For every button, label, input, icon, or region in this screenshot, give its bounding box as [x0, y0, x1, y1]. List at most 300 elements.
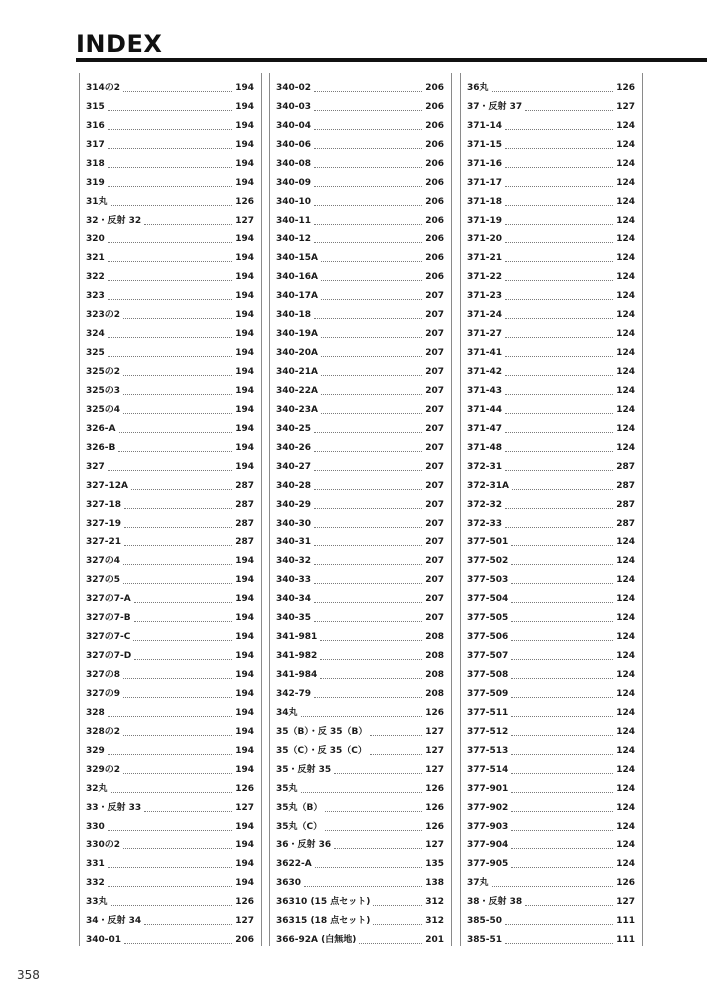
index-entry [86, 496, 254, 515]
index-entry-page: 194 [235, 177, 254, 188]
dot-leader [334, 765, 422, 774]
index-entry-page: 124 [616, 670, 635, 681]
index-entry-label: 327-21 [86, 537, 122, 548]
dot-leader [511, 840, 613, 849]
dot-leader [505, 140, 613, 149]
index-entry-page: 124 [616, 310, 635, 321]
index-entry-label: 340-28 [276, 480, 312, 491]
index-entry-page: 194 [235, 575, 254, 586]
index-entry-label: 37・反射 37 [467, 101, 523, 112]
index-entry-page: 194 [235, 670, 254, 681]
index-entry-label: 327 [86, 461, 105, 472]
dot-leader [304, 878, 422, 887]
index-entry [276, 685, 444, 704]
index-entry-label: 377-512 [467, 726, 509, 737]
index-entry-page: 124 [616, 385, 635, 396]
index-entry [467, 799, 635, 818]
dot-leader [511, 537, 613, 546]
index-entry-page: 206 [425, 272, 444, 283]
index-entry-page: 194 [235, 594, 254, 605]
index-entry-label: 371-20 [467, 234, 503, 245]
index-entry-page: 124 [616, 158, 635, 169]
index-entry-page: 124 [616, 177, 635, 188]
index-entry-label: 340-26 [276, 442, 312, 453]
index-entry-page: 287 [616, 499, 635, 510]
index-entry [86, 79, 254, 98]
dot-leader [511, 803, 613, 812]
index-entry-label: 377-507 [467, 651, 509, 662]
index-entry-page: 124 [616, 840, 635, 851]
index-entry [86, 249, 254, 268]
index-entry-label: 36・反射 36 [276, 840, 332, 851]
dot-leader [505, 234, 613, 243]
dot-leader [314, 613, 422, 622]
index-entry-label: 340-34 [276, 594, 312, 605]
index-entry [467, 363, 635, 382]
index-entry-label: 34・反射 34 [86, 916, 142, 927]
index-entry [467, 193, 635, 212]
index-entry-page: 124 [616, 651, 635, 662]
dot-leader [124, 935, 232, 944]
index-entry [86, 268, 254, 287]
dot-leader [505, 348, 613, 357]
index-entry [276, 496, 444, 515]
dot-leader [124, 500, 232, 509]
index-entry [467, 98, 635, 117]
index-entry-page: 124 [616, 215, 635, 226]
index-entry-page: 206 [425, 158, 444, 169]
dot-leader [144, 216, 232, 225]
index-entry-page: 124 [616, 783, 635, 794]
index-entry [467, 609, 635, 628]
dot-leader [321, 386, 422, 395]
index-entry [276, 193, 444, 212]
index-entry-label: 340-01 [86, 935, 122, 946]
dot-leader [505, 405, 613, 414]
index-entry-label: 340-02 [276, 82, 312, 93]
dot-leader [505, 159, 613, 168]
index-entry-page: 126 [425, 821, 444, 832]
index-entry-page: 127 [235, 802, 254, 813]
index-entry [276, 704, 444, 723]
dot-leader [108, 291, 232, 300]
index-entry [276, 268, 444, 287]
index-entry-page: 207 [425, 499, 444, 510]
index-entry [467, 231, 635, 250]
dot-leader [321, 405, 422, 414]
dot-leader [525, 102, 613, 111]
index-entry-label: 325 [86, 348, 105, 359]
index-entry [86, 515, 254, 534]
index-entry [467, 552, 635, 571]
dot-leader [505, 935, 613, 944]
index-entry-page: 207 [425, 329, 444, 340]
index-entry [467, 628, 635, 647]
dot-leader [314, 481, 422, 490]
index-entry-label: 340-35 [276, 613, 312, 624]
index-entry-label: 340-15A [276, 253, 319, 264]
index-entry-page: 124 [616, 329, 635, 340]
dot-leader [359, 935, 422, 944]
dot-leader [505, 272, 613, 281]
index-entry-page: 126 [235, 196, 254, 207]
index-entry-label: 326-A [86, 423, 116, 434]
index-entry-page: 201 [425, 935, 444, 946]
index-entry [86, 325, 254, 344]
index-entry-label: 371-14 [467, 120, 503, 131]
dot-leader [505, 500, 613, 509]
index-entry-page: 194 [235, 556, 254, 567]
index-entry-page: 287 [616, 461, 635, 472]
dot-leader [108, 348, 232, 357]
index-entry-label: 371-27 [467, 329, 503, 340]
index-entry-page: 194 [235, 878, 254, 889]
dot-leader [505, 178, 613, 187]
index-entry-page: 124 [616, 556, 635, 567]
index-entry-page: 124 [616, 802, 635, 813]
index-entry-label: 371-24 [467, 310, 503, 321]
index-entry-label: 318 [86, 158, 105, 169]
index-entry-page: 207 [425, 613, 444, 624]
index-entry-page: 194 [235, 707, 254, 718]
dot-leader [108, 272, 232, 281]
index-entry [467, 344, 635, 363]
index-entry-label: 341-981 [276, 632, 318, 643]
dot-leader [123, 840, 232, 849]
index-entry-label: 371-48 [467, 442, 503, 453]
dot-leader [512, 481, 613, 490]
index-entry [467, 382, 635, 401]
dot-leader [134, 651, 232, 660]
index-entry-page: 124 [616, 594, 635, 605]
index-entry-page: 127 [616, 101, 635, 112]
dot-leader [314, 575, 422, 584]
index-entry [467, 496, 635, 515]
index-entry-label: 371-43 [467, 385, 503, 396]
dot-leader [108, 102, 232, 111]
dot-leader [314, 159, 422, 168]
dot-leader [321, 272, 422, 281]
title-rule [76, 58, 707, 62]
dot-leader [325, 822, 422, 831]
index-entry [467, 912, 635, 931]
index-entry-page: 194 [235, 423, 254, 434]
index-entry [86, 193, 254, 212]
index-entry-label: 377-904 [467, 840, 509, 851]
index-entry-page: 194 [235, 442, 254, 453]
index-entry [86, 647, 254, 666]
dot-leader [123, 727, 232, 736]
index-entry-label: 371-44 [467, 404, 503, 415]
index-entry [467, 287, 635, 306]
index-entry-label: 340-12 [276, 234, 312, 245]
index-entry [86, 628, 254, 647]
index-entry-page: 135 [425, 859, 444, 870]
index-entry-label: 340-04 [276, 120, 312, 131]
index-entry-label: 340-09 [276, 177, 312, 188]
dot-leader [314, 310, 422, 319]
index-entry-label: 371-16 [467, 158, 503, 169]
index-entry-page: 207 [425, 404, 444, 415]
index-entry-label: 3622-A [276, 859, 312, 870]
dot-leader [511, 765, 613, 774]
dot-leader [511, 727, 613, 736]
index-entry [276, 666, 444, 685]
index-entry [467, 212, 635, 231]
index-entry-label: 385-51 [467, 935, 503, 946]
index-entry [86, 420, 254, 439]
index-entry-page: 208 [425, 688, 444, 699]
index-entry-label: 340-17A [276, 291, 319, 302]
index-entry-page: 127 [425, 764, 444, 775]
index-entry-page: 127 [425, 840, 444, 851]
index-column-3 [460, 73, 643, 946]
index-entry-label: 377-504 [467, 594, 509, 605]
index-entry-label: 340-29 [276, 499, 312, 510]
index-entry [276, 382, 444, 401]
index-entry [276, 98, 444, 117]
index-entry-page: 126 [425, 783, 444, 794]
index-entry [86, 344, 254, 363]
index-entry [276, 552, 444, 571]
index-entry-label: 372-32 [467, 499, 503, 510]
index-entry-page: 126 [235, 783, 254, 794]
index-entry-page: 206 [425, 215, 444, 226]
index-entry-page: 126 [425, 802, 444, 813]
dot-leader [505, 462, 613, 471]
index-entry-label: 327の7-B [86, 613, 131, 624]
index-entry-label: 377-514 [467, 764, 509, 775]
index-entry [467, 742, 635, 761]
index-column-2 [269, 73, 452, 946]
index-entry-label: 377-902 [467, 802, 509, 813]
index-entry [86, 552, 254, 571]
index-entry [276, 912, 444, 931]
page-title: INDEX [76, 30, 163, 58]
index-entry-label: 377-511 [467, 707, 509, 718]
index-entry-label: 385-50 [467, 916, 503, 927]
index-entry [86, 761, 254, 780]
index-entry-label: 342-79 [276, 688, 312, 699]
dot-leader [492, 878, 614, 887]
dot-leader [123, 556, 232, 565]
index-entry-page: 207 [425, 537, 444, 548]
index-entry-label: 32丸 [86, 783, 108, 794]
index-entry-label: 35（B）・反 35（B） [276, 726, 368, 737]
dot-leader [111, 197, 233, 206]
index-entry-label: 323の2 [86, 310, 121, 321]
index-entry-page: 206 [235, 935, 254, 946]
dot-leader [505, 367, 613, 376]
index-entry-page: 206 [425, 196, 444, 207]
dot-leader [321, 291, 422, 300]
index-entry-label: 372-33 [467, 518, 503, 529]
index-entry-page: 208 [425, 632, 444, 643]
index-entry-page: 207 [425, 367, 444, 378]
index-entry-page: 194 [235, 272, 254, 283]
index-entry [86, 155, 254, 174]
index-entry [86, 458, 254, 477]
index-entry [467, 306, 635, 325]
index-entry [86, 98, 254, 117]
index-entry [86, 477, 254, 496]
dot-leader [108, 121, 232, 130]
index-entry-label: 377-505 [467, 613, 509, 624]
index-entry [467, 155, 635, 174]
index-entry [467, 590, 635, 609]
index-entry [467, 249, 635, 268]
index-entry-label: 377-508 [467, 670, 509, 681]
index-entry-page: 124 [616, 707, 635, 718]
index-entry-page: 194 [235, 726, 254, 737]
index-entry-page: 124 [616, 272, 635, 283]
index-entry-label: 324 [86, 329, 105, 340]
dot-leader [505, 216, 613, 225]
index-entry-page: 207 [425, 291, 444, 302]
dot-leader [123, 670, 232, 679]
index-entry-label: 317 [86, 139, 105, 150]
index-entry [86, 799, 254, 818]
index-entry [467, 458, 635, 477]
index-entry-label: 371-23 [467, 291, 503, 302]
index-entry-page: 138 [425, 878, 444, 889]
dot-leader [123, 386, 232, 395]
index-entry [276, 780, 444, 799]
dot-leader [108, 253, 232, 262]
index-entry-label: 327の7-C [86, 632, 131, 643]
index-entry-page: 124 [616, 139, 635, 150]
index-entry-page: 206 [425, 234, 444, 245]
dot-leader [511, 784, 613, 793]
index-entry-page: 207 [425, 575, 444, 586]
index-entry-page: 194 [235, 632, 254, 643]
index-entry-page: 126 [235, 897, 254, 908]
index-entry-page: 194 [235, 840, 254, 851]
index-entry-label: 372-31 [467, 461, 503, 472]
index-entry-label: 340-32 [276, 556, 312, 567]
index-column-1 [79, 73, 262, 946]
dot-leader [118, 443, 232, 452]
index-entry [86, 534, 254, 553]
dot-leader [123, 83, 232, 92]
index-entry [276, 534, 444, 553]
index-entry-page: 194 [235, 158, 254, 169]
dot-leader [108, 878, 232, 887]
index-entry-page: 207 [425, 385, 444, 396]
index-entry-label: 328 [86, 707, 105, 718]
dot-leader [314, 102, 422, 111]
index-entry-label: 377-901 [467, 783, 509, 794]
index-entry [276, 136, 444, 155]
index-entry-label: 34丸 [276, 707, 298, 718]
index-entry [86, 590, 254, 609]
index-entry-label: 3630 [276, 878, 302, 889]
index-entry-page: 127 [235, 916, 254, 927]
index-entry [276, 609, 444, 628]
index-entry-page: 207 [425, 461, 444, 472]
index-entry-page: 207 [425, 480, 444, 491]
index-entry-page: 207 [425, 556, 444, 567]
dot-leader [511, 746, 613, 755]
index-entry [86, 439, 254, 458]
index-entry-label: 377-503 [467, 575, 509, 586]
index-entry-page: 207 [425, 423, 444, 434]
index-entry-label: 371-22 [467, 272, 503, 283]
index-entry-label: 377-513 [467, 745, 509, 756]
index-entry-page: 206 [425, 120, 444, 131]
index-entry-page: 312 [425, 916, 444, 927]
index-entry [86, 382, 254, 401]
dot-leader [525, 897, 613, 906]
index-entry-page: 194 [235, 745, 254, 756]
dot-leader [314, 556, 422, 565]
index-entry [276, 647, 444, 666]
index-entry [467, 666, 635, 685]
index-entry [276, 287, 444, 306]
dot-leader [314, 121, 422, 130]
index-entry [467, 136, 635, 155]
index-entry-page: 206 [425, 177, 444, 188]
index-entry [276, 458, 444, 477]
index-entry [276, 874, 444, 893]
index-entry-page: 124 [616, 537, 635, 548]
index-entry-label: 341-982 [276, 651, 318, 662]
dot-leader [108, 746, 232, 755]
index-entry-page: 124 [616, 234, 635, 245]
dot-leader [108, 140, 232, 149]
index-entry-label: 340-30 [276, 518, 312, 529]
index-entry-page: 124 [616, 688, 635, 699]
index-entry-page: 194 [235, 329, 254, 340]
index-entry [467, 117, 635, 136]
dot-leader [314, 594, 422, 603]
index-entry-label: 35（C）・反 35（C） [276, 745, 367, 756]
index-entry-page: 124 [616, 423, 635, 434]
index-entry [276, 212, 444, 231]
index-entry-page: 194 [235, 234, 254, 245]
index-entry [276, 325, 444, 344]
index-entry-label: 35丸 [276, 783, 298, 794]
index-entry [86, 287, 254, 306]
dot-leader [124, 537, 232, 546]
dot-leader [505, 329, 613, 338]
dot-leader [320, 670, 422, 679]
index-entry-label: 340-10 [276, 196, 312, 207]
index-entry-page: 124 [616, 253, 635, 264]
index-entry [276, 231, 444, 250]
index-entry-label: 366-92A (白無地) [276, 935, 357, 946]
page-number: 358 [17, 968, 40, 982]
index-entry-page: 126 [616, 82, 635, 93]
index-entry-page: 194 [235, 367, 254, 378]
index-entry [276, 344, 444, 363]
index-entry-page: 127 [235, 215, 254, 226]
index-entry [467, 780, 635, 799]
index-entry-label: 371-41 [467, 348, 503, 359]
index-entry-label: 36315 (18 点セット) [276, 916, 371, 927]
dot-leader [505, 121, 613, 130]
index-entry [467, 647, 635, 666]
index-entry-label: 371-17 [467, 177, 503, 188]
dot-leader [314, 216, 422, 225]
index-entry-label: 340-31 [276, 537, 312, 548]
index-entry-page: 194 [235, 253, 254, 264]
index-entry [467, 931, 635, 950]
index-entry [467, 818, 635, 837]
index-entry-label: 327の7-D [86, 651, 132, 662]
index-entry [467, 874, 635, 893]
dot-leader [144, 803, 232, 812]
